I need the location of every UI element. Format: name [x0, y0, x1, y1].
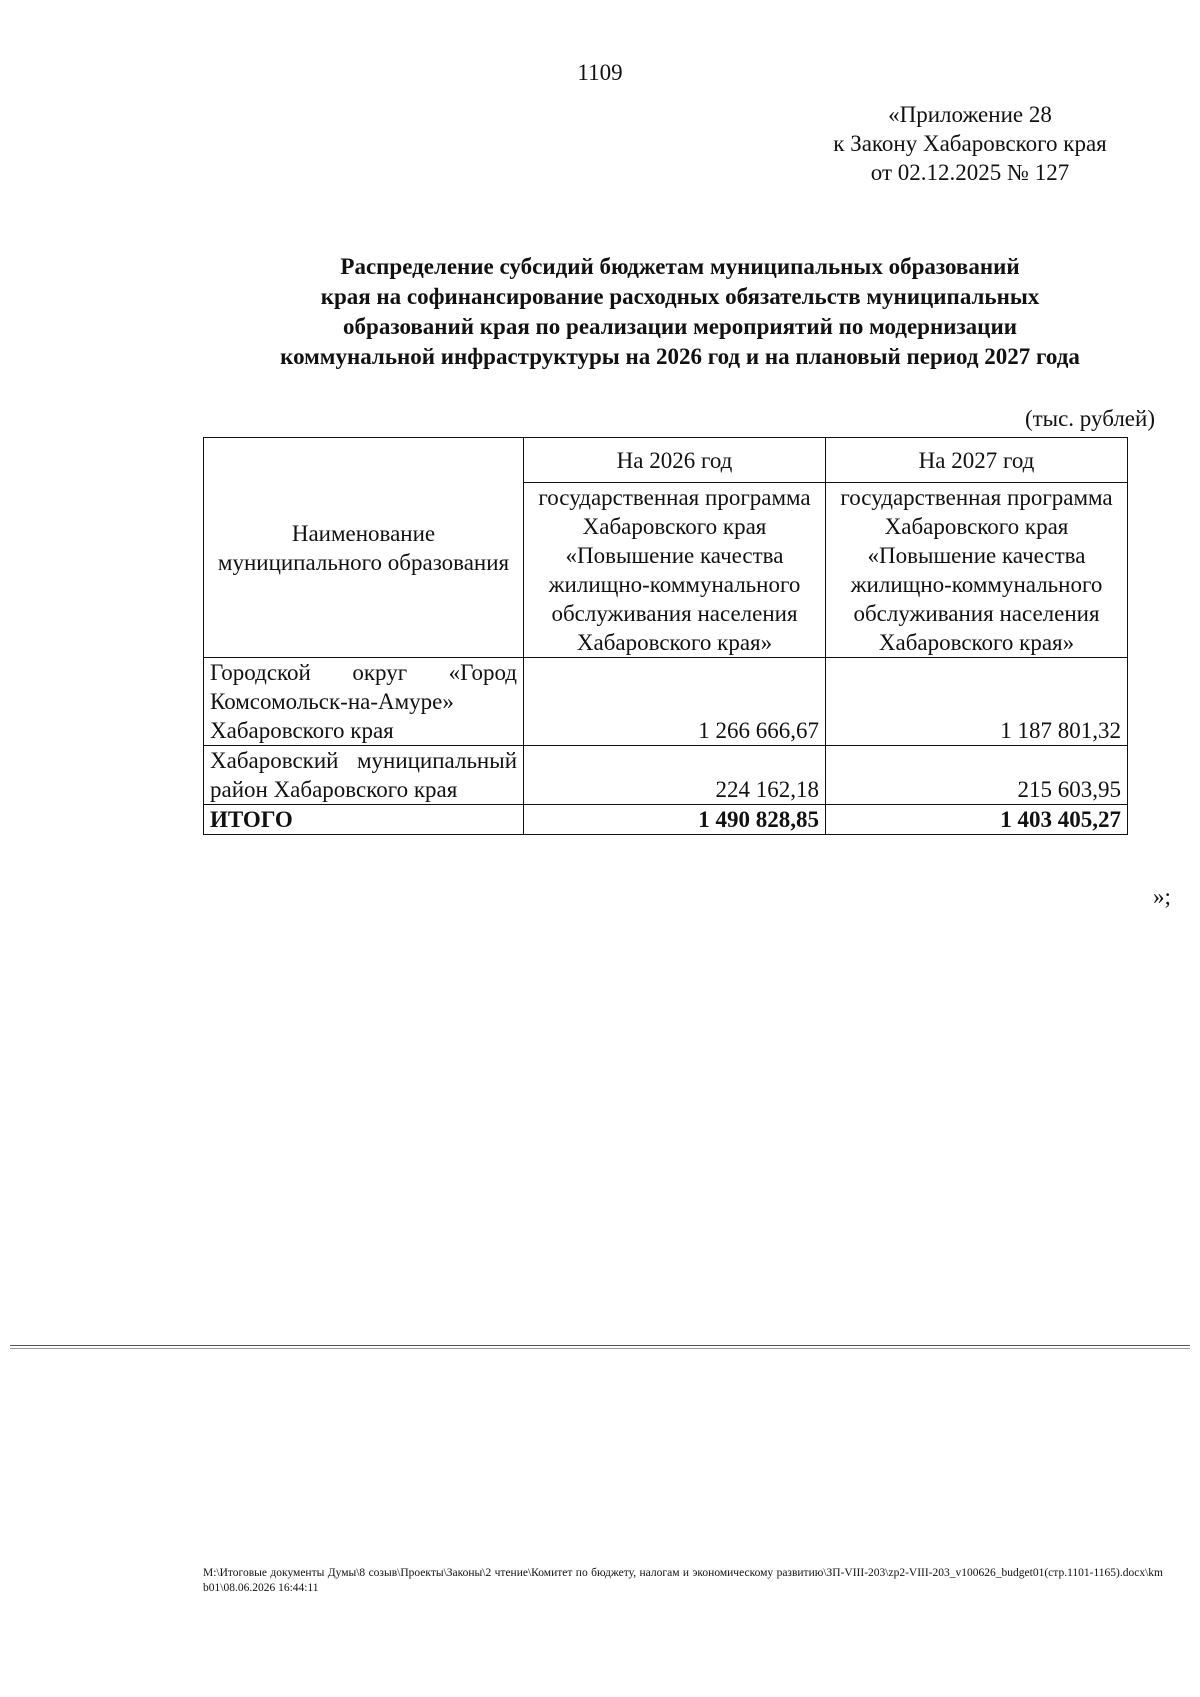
- table-row: [204, 746, 1128, 805]
- total-value-2026: 1 490 828,85: [524, 805, 826, 835]
- header-program-2026: государственная программа Хабаровского края «Повышение качества жилищно-коммунального обслуживания населения Хабаровского края»: [524, 483, 826, 658]
- units-label: (тыс. рублей): [1024, 406, 1155, 431]
- value-2027: 215 603,95: [826, 746, 1128, 805]
- footer-divider-secondary: [10, 1348, 1190, 1349]
- table-header-row: [204, 438, 1128, 483]
- total-label: ИТОГО: [204, 805, 524, 835]
- total-value-2027: 1 403 405,27: [826, 805, 1128, 835]
- header-year-2027: На 2027 год: [826, 438, 1128, 483]
- title-line-3: образований края по реализации мероприятий по модернизации: [343, 314, 1017, 339]
- subsidy-table: [203, 437, 1128, 835]
- value-2027: 1 187 801,32: [826, 658, 1128, 746]
- table-row: [204, 658, 1128, 746]
- value-2026: 1 266 666,67: [524, 658, 826, 746]
- header-municipality-name: Наименование муниципального образования: [204, 438, 524, 658]
- header-program-2027: государственная программа Хабаровского края «Повышение качества жилищно-коммунального обслуживания населения Хабаровского края»: [826, 483, 1128, 658]
- appendix-reference: [820, 100, 1120, 187]
- document-title: [200, 252, 1160, 372]
- table-total-row: [204, 805, 1128, 835]
- page-number: 1109: [577, 60, 623, 85]
- appendix-line-1: «Приложение 28: [888, 102, 1052, 127]
- municipality-name: Городской округ «Город Комсомольск-на-Амуре» Хабаровского края: [204, 658, 524, 746]
- value-2026: 224 162,18: [524, 746, 826, 805]
- appendix-line-3: от 02.12.2025 № 127: [870, 160, 1070, 185]
- footer-file-path: M:\Итоговые документы Думы\8 созыв\Проекты\Законы\2 чтение\Комитет по бюджету, налогам и экономическому развитию\ЗП-VIII-203\zp2-VIII-203_v100626_budget01(стр.1101-1165).docx\kmb01\08.06.2026 16:44:11: [203, 1567, 1163, 1594]
- header-year-2026: На 2026 год: [524, 438, 826, 483]
- municipality-name: Хабаровский муниципальный район Хабаровского края: [204, 746, 524, 805]
- title-line-1: Распределение субсидий бюджетам муниципальных образований: [340, 254, 1020, 279]
- footer-divider: [10, 1345, 1190, 1346]
- appendix-line-2: к Закону Хабаровского края: [833, 131, 1107, 156]
- title-line-4: коммунальной инфраструктуры на 2026 год и на плановый период 2027 года: [280, 344, 1080, 369]
- closing-quote: »;: [1153, 884, 1171, 909]
- title-line-2: края на софинансирование расходных обязательств муниципальных: [320, 284, 1040, 309]
